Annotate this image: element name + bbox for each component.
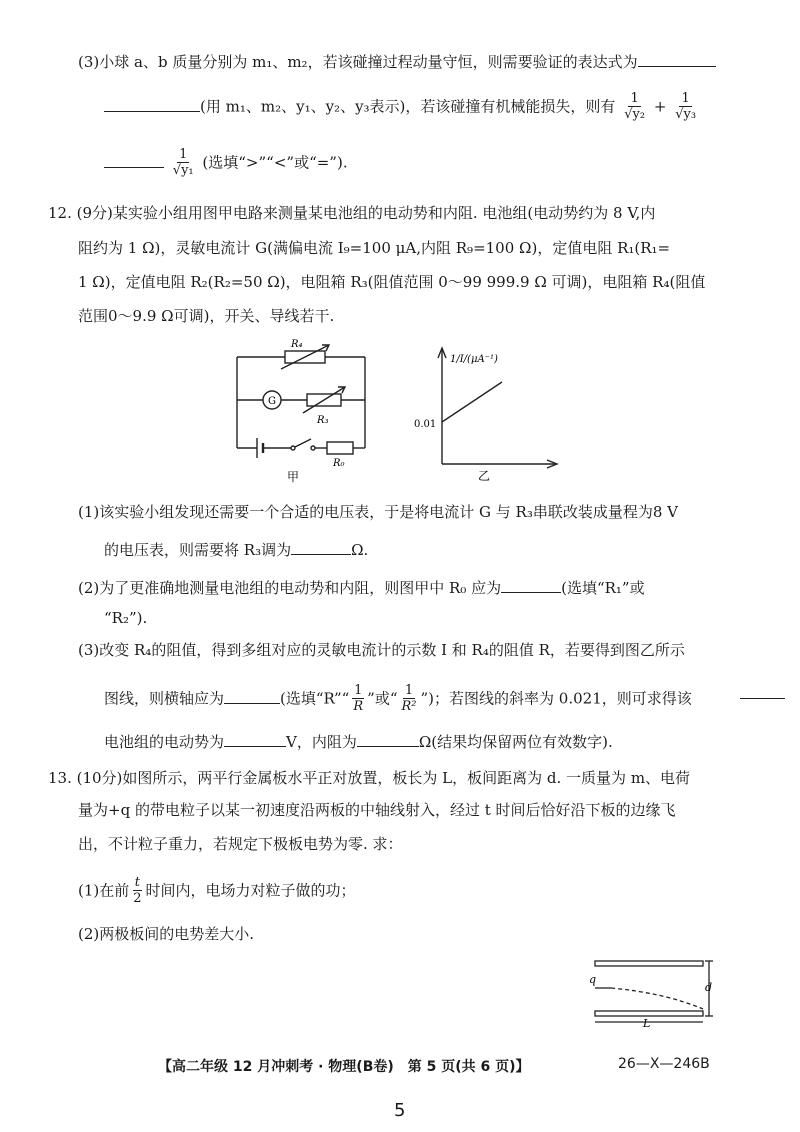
- label-l: L: [643, 1017, 651, 1030]
- plates-diagram: [585, 955, 725, 1030]
- q12-stem-line4: 范围0～9.9 Ω可调)，开关、导线若干.: [78, 307, 335, 325]
- circuit-diagram-jia: [225, 335, 385, 485]
- q12-part2-line2: “R₂”).: [104, 609, 148, 627]
- q12-part3-line1: (3)改变 R₄的阻值，得到多组对应的灵敏电流计的示数 I 和 R₄的阻值 R，若要得到图乙所示: [78, 641, 685, 659]
- footer-exam-info: 【高二年级 12 月冲刺考 · 物理(B卷) 第 5 页(共 6 页)】: [158, 1059, 530, 1075]
- q12-stem-line2: 阻约为 1 Ω)，灵敏电流计 G(满偏电流 I₉=100 μA,内阻 R₉=100 Ω)，定值电阻 R₁(R₁=: [78, 239, 671, 257]
- q11-part3-line1: (3)小球 a、b 质量分别为 m₁、m₂，若该碰撞过程动量守恒，则需要验证的表达式为: [78, 50, 716, 72]
- q12-stem-line3: 1 Ω)，定值电阻 R₂(R₂=50 Ω)，电阻箱 R₃(阻值范围 0～99 999.9 Ω 可调)，电阻箱 R₄(阻值: [78, 273, 706, 291]
- q13-stem-line3: 出，不计粒子重力，若规定下极板电势为零. 求：: [78, 835, 403, 853]
- fraction-1-over-sqrt-y3: $\frac{1}{\text{√y₃}}$: [675, 91, 697, 122]
- label-r3: R₃: [317, 415, 329, 426]
- label-r0: R₀: [333, 458, 345, 469]
- answer-blank: [501, 576, 561, 593]
- fig-label-jia: 甲: [287, 470, 300, 484]
- answer-blank: [224, 730, 286, 747]
- answer-blank: [224, 687, 280, 704]
- q12-part2-line1: (2)为了更准确地测量电池组的电动势和内阻，则图甲中 R₀ 应为 (选填“R₁”或: [78, 576, 645, 598]
- q12-part1-line2: 的电压表，则需要将 R₃调为 Ω.: [104, 538, 368, 560]
- margin-dash: [740, 698, 785, 699]
- q13-stem-line1: 13. (10分)如图所示，两平行金属板水平正对放置，板长为 L，板间距离为 d. 一质量为 m、电荷: [48, 769, 691, 787]
- q11-part3-line3: $\frac{1}{\text{√y₁}}$ (选填“>”“<”或“=”).: [104, 148, 348, 179]
- label-g: G: [268, 396, 276, 407]
- q11-part3-line2: (用 m₁、m₂、y₁、y₂、y₃表示)，若该碰撞有机械能损失，则有 $\frac{1}{\text{√y₂}}$ + $\frac{1}{\text{√y₃}}$: [104, 92, 700, 123]
- q12-part3-line3: 电池组的电动势为 V，内阻为 Ω(结果均保留两位有效数字).: [104, 730, 613, 752]
- axis-label-1-over-i: 1/I/(μA⁻¹): [450, 354, 498, 365]
- q12-stem-line1: 12. (9分)某实验小组用图甲电路来测量某电池组的电动势和内阻. 电池组(电动势约为 8 V,内: [48, 204, 656, 222]
- graph-line: [442, 382, 502, 422]
- fraction-1-over-r: $\frac{1}{R}$: [353, 683, 364, 714]
- label-r4: R₄: [291, 339, 303, 350]
- q13-stem-line2: 量为+q 的带电粒子以某一初速度沿两板的中轴线射入，经过 t 时间后恰好沿下板的边缘飞: [78, 801, 676, 819]
- answer-blank: [357, 730, 419, 747]
- axis-tick-0-01: 0.01: [414, 419, 437, 430]
- fraction-1-over-sqrt-y1: $\frac{1}{\text{√y₁}}$: [172, 147, 194, 178]
- fig-label-yi: 乙: [478, 469, 491, 483]
- q12-part1-line1: (1)该实验小组发现还需要一个合适的电压表，于是将电流计 G 与 R₃串联改装成量程为8 V: [78, 503, 678, 521]
- q13-part1: (1)在前 $\frac{t}{2}$ 时间内，电场力对粒子做的功；: [78, 875, 356, 906]
- label-q: q: [589, 973, 597, 986]
- answer-blank: [291, 538, 351, 555]
- fraction-t-over-2: $\frac{t}{2}$: [133, 875, 142, 906]
- page-number: 5: [394, 1100, 406, 1121]
- fraction-1-over-r2: $\frac{1}{\text{R²}}$: [401, 683, 417, 714]
- label-d: d: [705, 981, 713, 994]
- graph-yi: [410, 340, 560, 490]
- footer-code: 26—X—246B: [618, 1056, 710, 1072]
- fraction-1-over-sqrt-y2: $\frac{1}{\text{√y₂}}$: [624, 91, 646, 122]
- q13-part2: (2)两极板间的电势差大小.: [78, 925, 255, 943]
- q12-part3-line2: 图线，则横轴应为 (选填“R”“ $\frac{1}{R}$ ”或“ $\frac{1}{\text{R²}}$ ”)；若图线的斜率为 0.021，则可求得该: [104, 683, 692, 714]
